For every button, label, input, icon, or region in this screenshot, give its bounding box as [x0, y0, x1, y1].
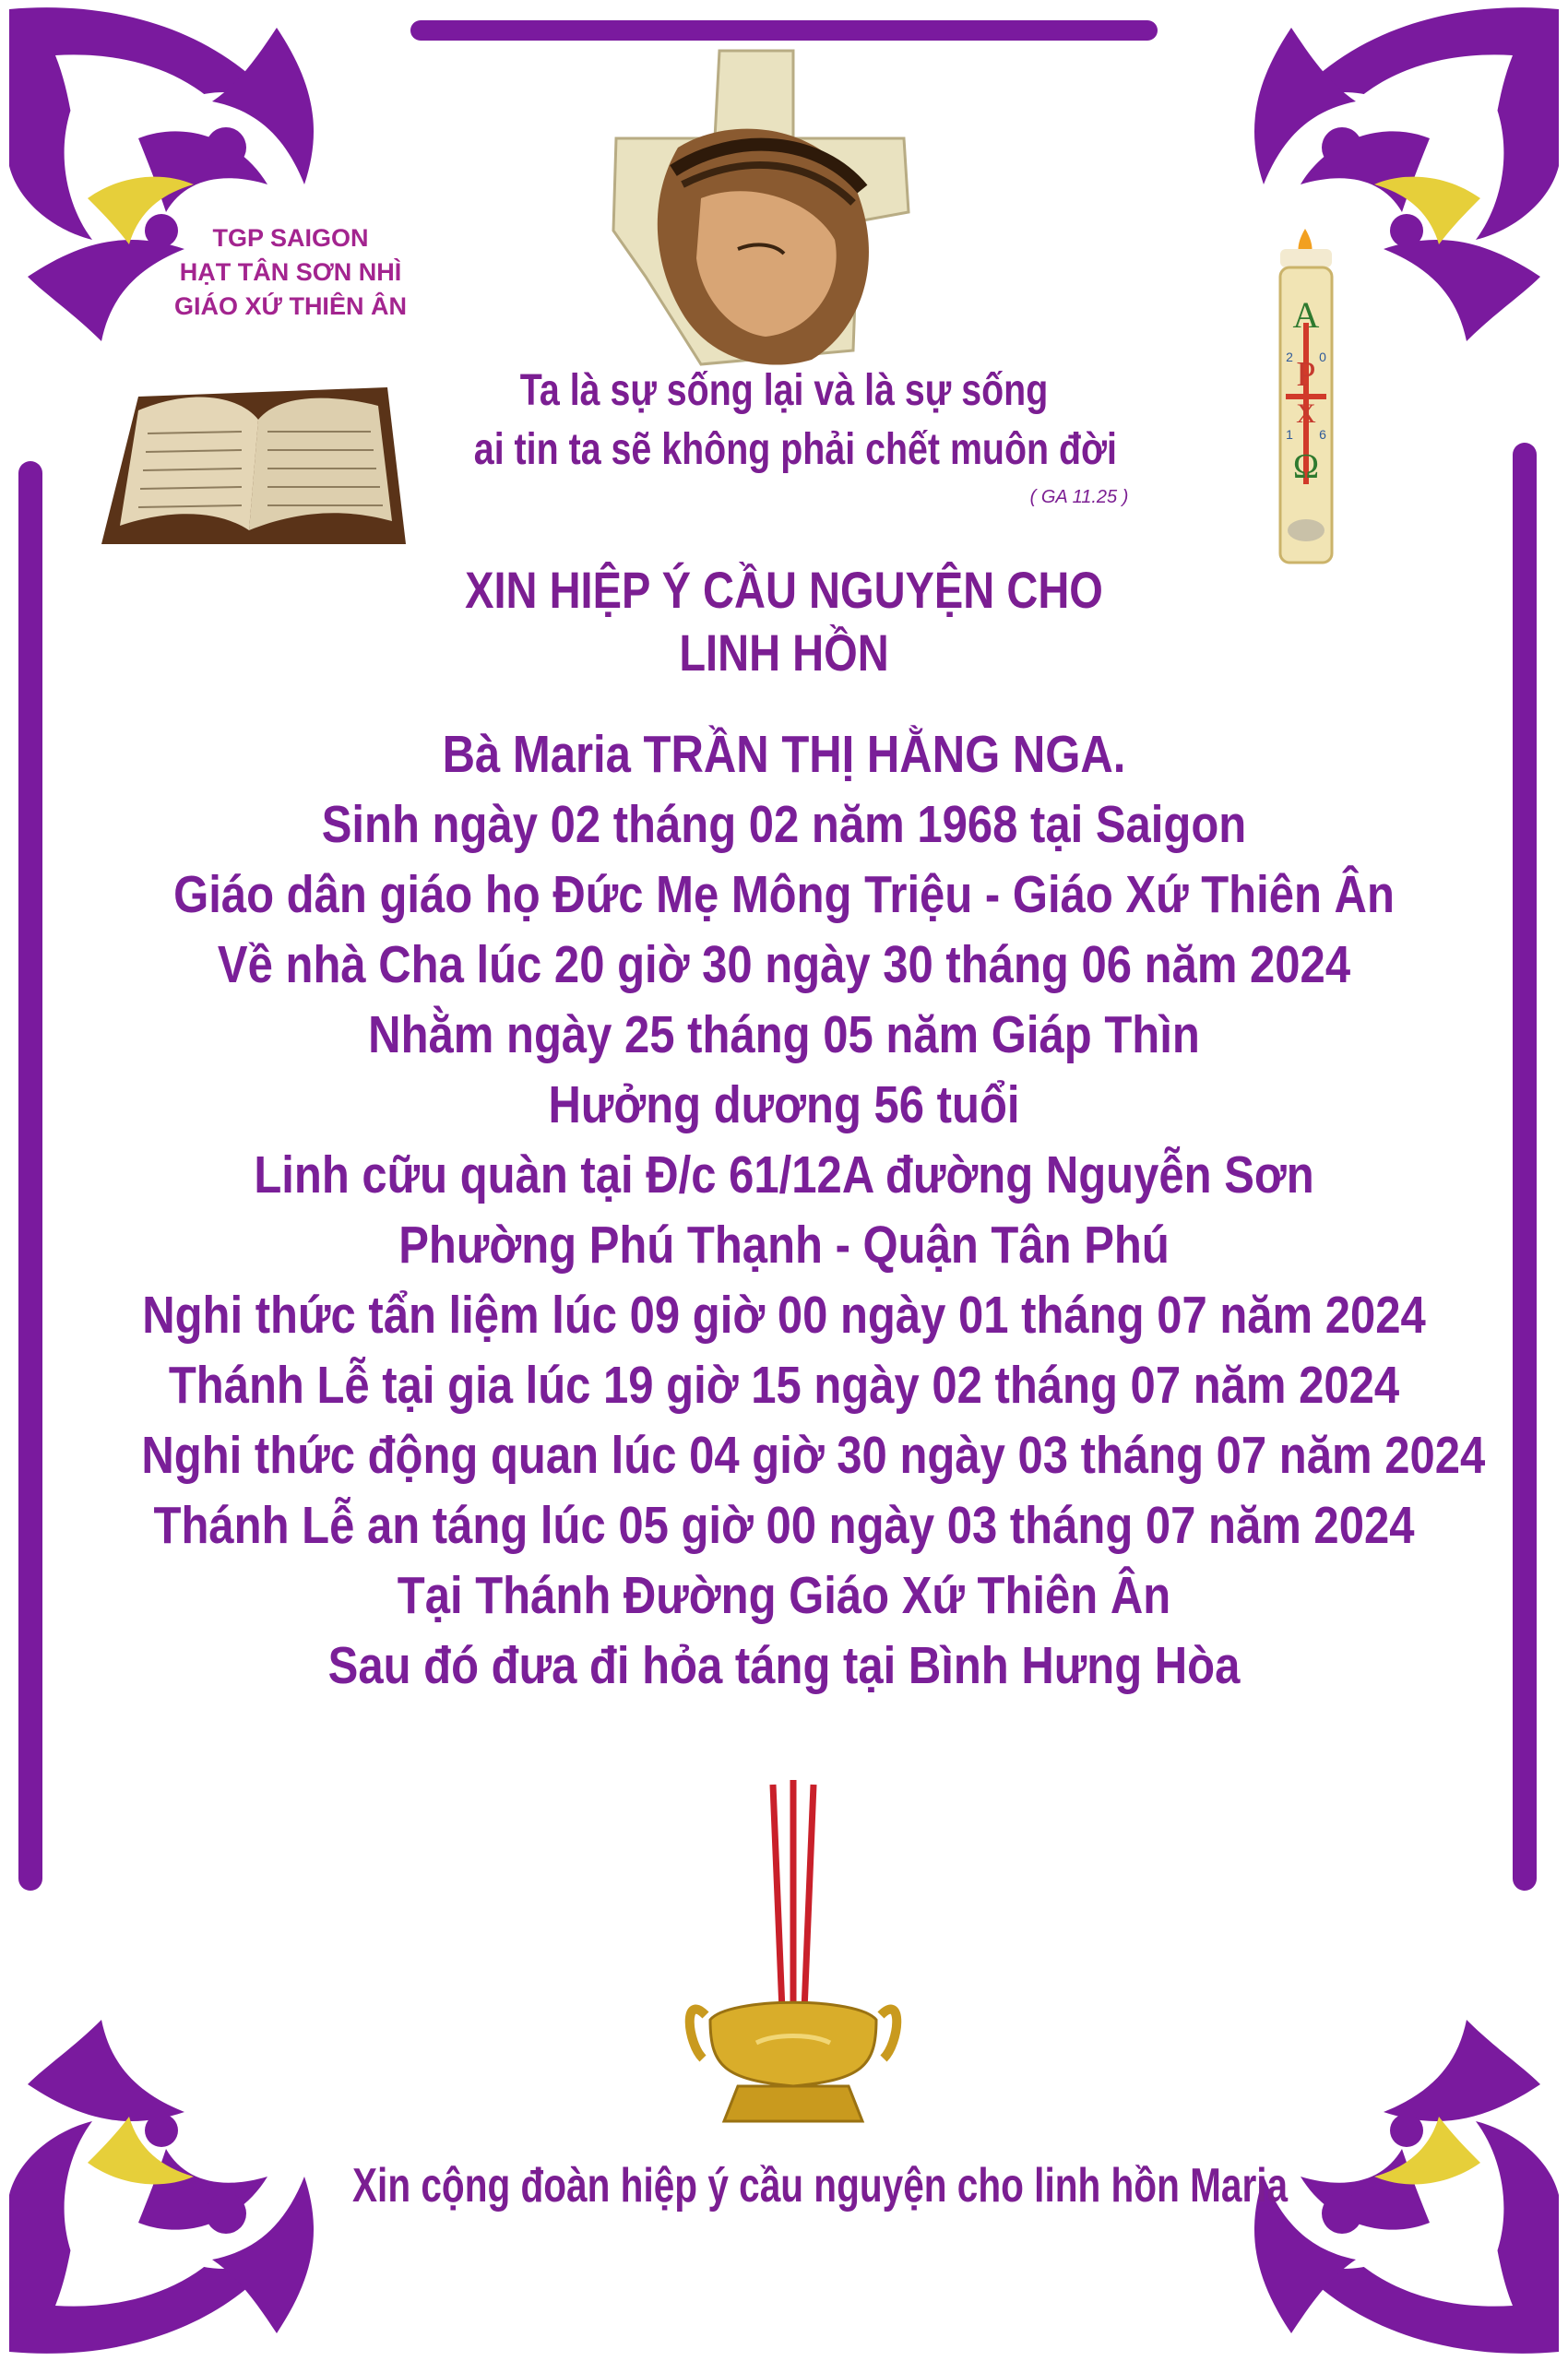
detail-line: Nghi thức tẩn liệm lúc 09 giờ 00 ngày 01 tháng 07 năm 2024: [142, 1286, 1426, 1345]
open-bible-icon: [101, 387, 406, 544]
heading-line: LINH HỒN: [679, 623, 889, 682]
detail-line: Sau đó đưa đi hỏa táng tại Bình Hưng Hòa: [327, 1636, 1241, 1695]
detail-line: Thánh Lễ tại gia lúc 19 giờ 15 ngày 02 tháng 07 năm 2024: [168, 1356, 1400, 1415]
detail-line: Nghi thức động quan lúc 04 giờ 30 ngày 03 tháng 07 năm 2024: [141, 1426, 1486, 1485]
heading-line: XIN HIỆP Ý CẦU NGUYỆN CHO: [465, 561, 1103, 619]
deanery-name: HẠT TÂN SƠN NHÌ: [179, 258, 402, 286]
detail-line: Giáo dân giáo họ Đức Mẹ Mông Triệu - Giáo Xứ Thiên Ân: [173, 865, 1395, 924]
verse-reference: ( GA 11.25 ): [1029, 487, 1129, 507]
parish-name: GIÁO XỨ THIÊN ÂN: [174, 292, 407, 320]
detail-line: Phường Phú Thạnh - Quận Tân Phú: [398, 1216, 1170, 1275]
year-digit: 0: [1319, 350, 1326, 364]
ornament-corner-icon: [1254, 2020, 1559, 2354]
incense-burner-icon: [690, 1780, 897, 2121]
year-digit: 2: [1286, 350, 1293, 364]
omega-letter: Ω: [1292, 447, 1320, 486]
parish-header: [138, 221, 443, 324]
detail-line: Sinh ngày 02 tháng 02 năm 1968 tại Saigon: [321, 795, 1247, 854]
chi-letter: X: [1296, 398, 1316, 429]
detail-line: Thánh Lễ an táng lúc 05 giờ 00 ngày 03 tháng 07 năm 2024: [153, 1496, 1415, 1555]
detail-line: Tại Thánh Đường Giáo Xứ Thiên Ân: [397, 1566, 1171, 1625]
rho-letter: P: [1296, 355, 1316, 394]
detail-line: Hưởng dương 56 tuổi: [548, 1075, 1020, 1134]
year-digit: 1: [1286, 427, 1293, 442]
prayer-heading: [319, 559, 1249, 684]
detail-line: Bà Maria TRẦN THỊ HẰNG NGA.: [442, 725, 1126, 784]
verse-line: Ta là sự sống lại và là sự sống: [519, 366, 1049, 415]
paschal-candle-icon: [1280, 229, 1332, 563]
footer-prayer: Xin cộng đoàn hiệp ý cầu nguyện cho linh hồn Maria: [352, 2159, 1289, 2213]
obituary-details: [141, 719, 1486, 1701]
alpha-letter: A: [1292, 294, 1320, 336]
archdiocese-name: TGP SAIGON: [212, 224, 369, 252]
detail-line: Nhằm ngày 25 tháng 05 năm Giáp Thìn: [368, 1005, 1200, 1064]
detail-line: Về nhà Cha lúc 20 giờ 30 ngày 30 tháng 06 năm 2024: [217, 935, 1351, 994]
detail-line: Linh cữu quàn tại Đ/c 61/12A đường Nguyễn Sơn: [254, 1145, 1314, 1204]
verse-line: ai tin ta sẽ không phải chết muôn đời: [473, 425, 1117, 474]
jesus-crown-of-thorns-icon: [613, 51, 909, 365]
year-digit: 6: [1319, 427, 1326, 442]
scripture-verse: [473, 362, 1117, 480]
ornament-corner-icon: [9, 2020, 314, 2354]
